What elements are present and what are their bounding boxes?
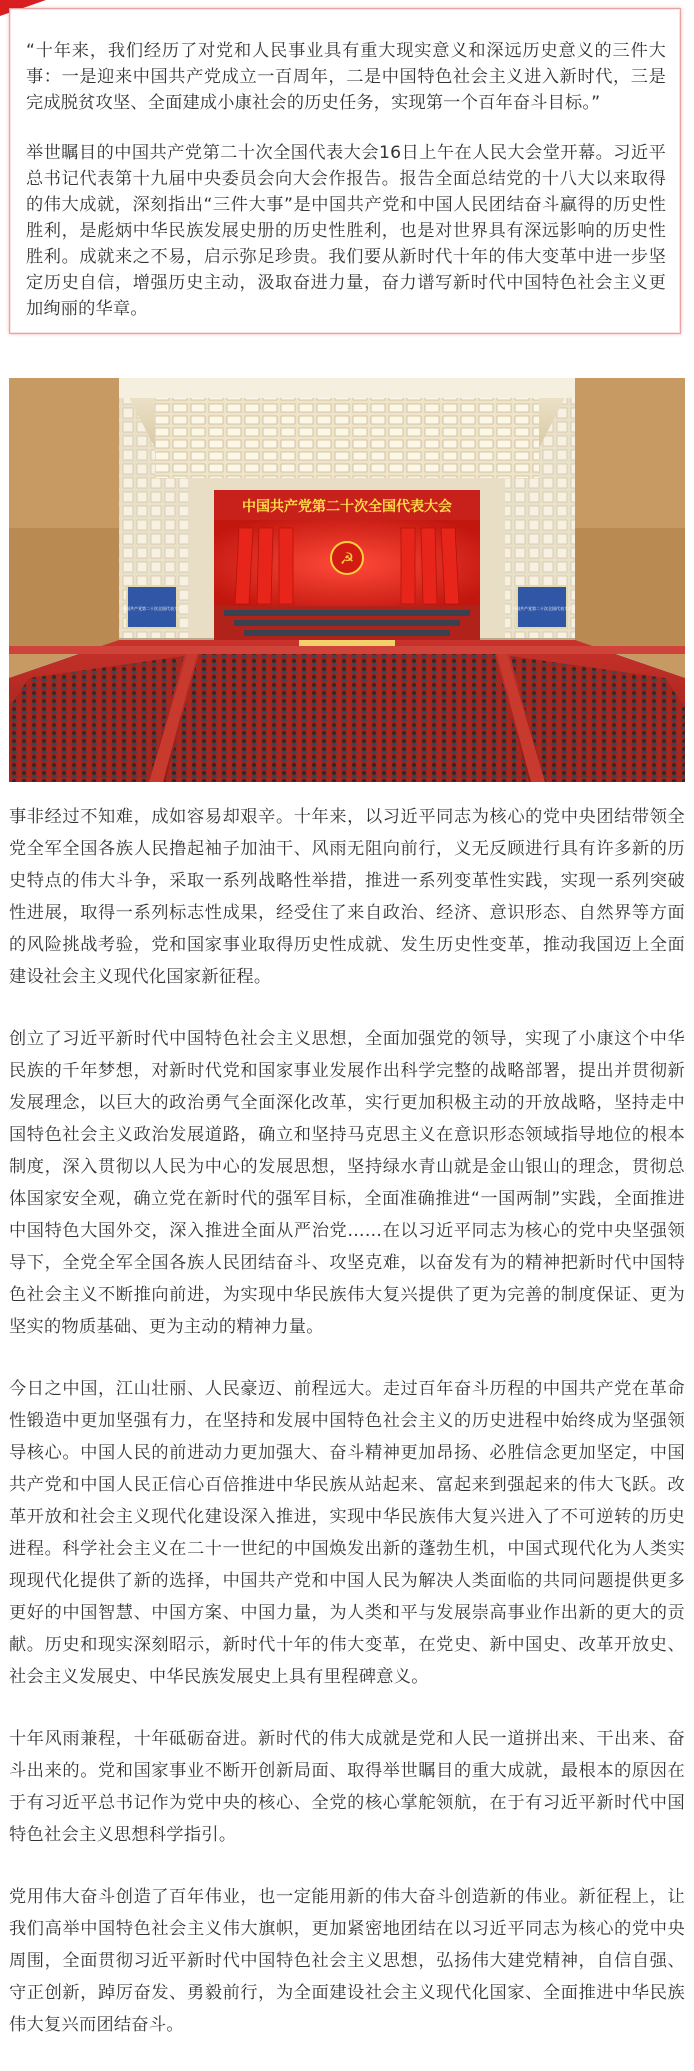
paragraph-5: 党用伟大奋斗创造了百年伟业，也一定能用新的伟大奋斗创造新的伟业。新征程上，让我们高举中国特色社会主义伟大旗帜，更加紧密地团结在以习近平同志为核心的党中央周围，全面贯彻习近平新时代中国特色社会主义思想，弘扬伟大建党精神，自信自强、守正创新，踔厉奋发、勇毅前行，为全面建设社会主义现代化国家、全面推进中华民族伟大复兴而团结奋斗。 <box>9 1887 685 2035</box>
paragraph-4: 十年风雨兼程，十年砥砺奋进。新时代的伟大成就是党和人民一道拼出来、干出来、奋斗出来的。党和国家事业不断开创新局面、取得举世瞩目的重大成就，最根本的原因在于有习近平总书记作为党中央的核心、全党的核心掌舵领航，在于有习近平新时代中国特色社会主义思想科学指引。 <box>9 1729 685 1845</box>
article-body <box>9 801 685 2071</box>
paragraph-2: 创立了习近平新时代中国特色社会主义思想，全面加强党的领导，实现了小康这个中华民族的千年梦想，对新时代党和国家事业发展作出科学完整的战略部署，提出并贯彻新发展理念，以巨大的政治勇气全面深化改革，实行更加积极主动的开放战略，坚持走中国特色社会主义政治发展道路，确立和坚持马克思主义在意识形态领域指导地位的根本制度，深入贯彻以人民为中心的发展思想，坚持绿水青山就是金山银山的理念，贯彻总体国家安全观，确立党在新时代的强军目标，全面准确推进“一国两制”实践，全面推进中国特色大国外交，深入推进全面从严治党……在以习近平同志为核心的党中央坚强领导下，全党全军全国各族人民团结奋斗、攻坚克难，以奋发有为的精神把新时代中国特色社会主义不断推向前进，为实现中华民族伟大复兴提供了更为完善的制度保证、更为坚实的物质基础、更为主动的精神力量。 <box>9 1029 685 1337</box>
right-screen-text: 中国共产党第二十次全国代表大会 <box>512 606 572 611</box>
paragraph-1: 事非经过不知难，成如容易却艰辛。十年来，以习近平同志为核心的党中央团结带领全党全军全国各族人民撸起袖子加油干、风雨无阻向前行，义无反顾进行具有许多新的历史特点的伟大斗争，采取一系列战略性举措，推进一系列变革性实践，实现一系列突破性进展，取得一系列标志性成果，经受住了来自政治、经济、意识形态、自然界等方面的风险挑战考验，党和国家事业取得历史性成就、发生历史性变革，推动我国迈上全面建设社会主义现代化国家新征程。 <box>9 807 685 987</box>
congress-hall-photo <box>9 378 685 782</box>
quote-box <box>9 8 681 334</box>
left-screen-text: 中国共产党第二十次全国代表大会 <box>122 606 182 611</box>
party-emblem: ☭ <box>339 549 355 568</box>
banner-text: 中国共产党第二十次全国代表大会 <box>242 499 452 515</box>
intro-paragraph: 举世瞩目的中国共产党第二十次全国代表大会16日上午在人民大会堂开幕。习近平总书记代表第十九届中央委员会向大会作报告。报告全面总结党的十八大以来取得的伟大成就，深刻指出“三件大事”是中国共产党和中国人民团结奋斗赢得的历史性胜利，是彪炳中华民族发展史册的历史性胜利，也是对世界具有深远影响的历史性胜利。成就来之不易，启示弥足珍贵。我们要从新时代十年的伟大变革中进一步坚定历史自信，增强历史主动，汲取奋进力量，奋力谱写新时代中国特色社会主义更加绚丽的华章。 <box>26 143 666 319</box>
paragraph-3: 今日之中国，江山壮丽、人民豪迈、前程远大。走过百年奋斗历程的中国共产党在革命性锻造中更加坚强有力，在坚持和发展中国特色社会主义的历史进程中始终成为坚强领导核心。中国人民的前进动力更加强大、奋斗精神更加昂扬、必胜信念更加坚定，中国共产党和中国人民正信心百倍推进中华民族从站起来、富起来到强起来的伟大飞跃。改革开放和社会主义现代化建设深入推进，实现中华民族伟大复兴进入了不可逆转的历史进程。科学社会主义在二十一世纪的中国焕发出新的蓬勃生机，中国式现代化为人类实现现代化提供了新的选择，中国共产党和中国人民为解决人类面临的共同问题提供更多更好的中国智慧、中国方案、中国力量，为人类和平与发展崇高事业作出新的更大的贡献。历史和现实深刻昭示，新时代十年的伟大变革，在党史、新中国史、改革开放史、社会主义发展史、中华民族发展史上具有里程碑意义。 <box>9 1379 685 1687</box>
quote-text: “十年来，我们经历了对党和人民事业具有重大现实意义和深远历史意义的三件大事：一是迎来中国共产党成立一百周年，二是中国特色社会主义进入新时代，三是完成脱贫攻坚、全面建成小康社会的历史任务，实现第一个百年奋斗目标。” <box>26 41 666 113</box>
